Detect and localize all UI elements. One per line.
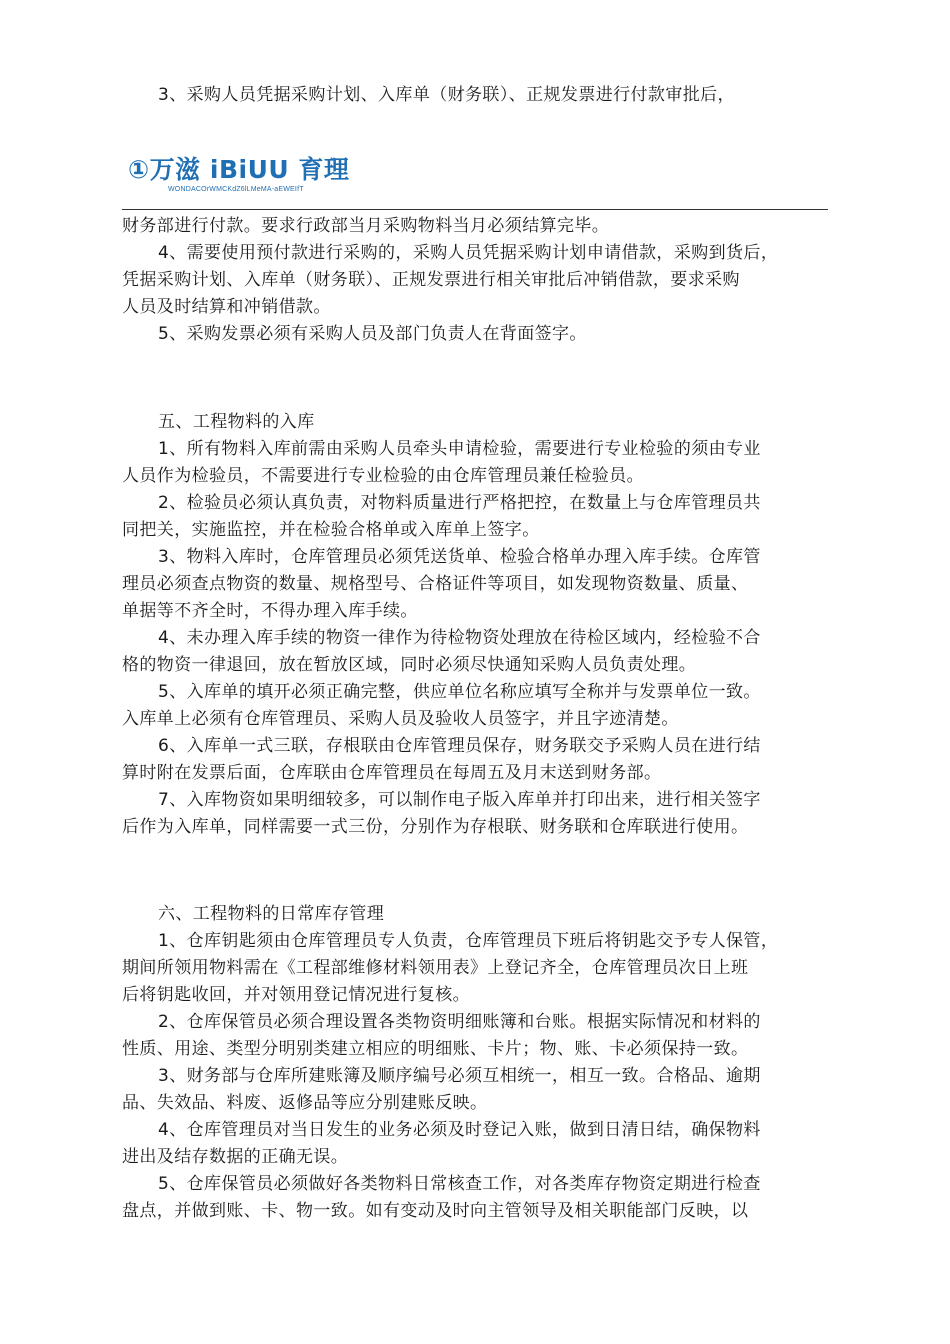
paragraph-line: 3、财务部与仓库所建账簿及顺序编号必须互相统一，相互一致。合格品、逾期 [158, 1066, 761, 1086]
paragraph-line: 算时附在发票后面，仓库联由仓库管理员在每周五及月末送到财务部。 [122, 763, 662, 783]
paragraph-line: 入库单上必须有仓库管理员、采购人员及验收人员签字，并且字迹清楚。 [122, 709, 679, 729]
section-heading: 六、工程物料的日常库存管理 [158, 904, 385, 924]
paragraph-line: 1、所有物料入库前需由采购人员牵头申请检验，需要进行专业检验的须由专业 [158, 439, 761, 459]
paragraph-line: 2、检验员必须认真负责，对物料质量进行严格把控，在数量上与仓库管理员共 [158, 493, 761, 513]
paragraph-line: 1、仓库钥匙须由仓库管理员专人负责，仓库管理员下班后将钥匙交予专人保管， [158, 931, 779, 951]
paragraph-line: 品、失效品、料废、返修品等应分别建账反映。 [122, 1093, 488, 1113]
company-logo [128, 155, 349, 194]
paragraph-line: 后将钥匙收回，并对领用登记情况进行复核。 [122, 985, 470, 1005]
paragraph-line: 期间所领用物料需在《工程部维修材料领用表》上登记齐全，仓库管理员次日上班 [122, 958, 749, 978]
paragraph-line: 单据等不齐全时，不得办理入库手续。 [122, 601, 418, 621]
paragraph-line: 5、入库单的填开必须正确完整，供应单位名称应填写全称并与发票单位一致。 [158, 682, 761, 702]
section-heading: 五、工程物料的入库 [158, 412, 315, 432]
paragraph-line: 理员必须查点物资的数量、规格型号、合格证件等项目，如发现物资数量、质量、 [122, 574, 749, 594]
paragraph-line: 人员及时结算和冲销借款。 [122, 297, 331, 317]
paragraph-line: 人员作为检验员，不需要进行专业检验的由仓库管理员兼任检验员。 [122, 466, 644, 486]
paragraph-line: 5、采购发票必须有采购人员及部门负责人在背面签字。 [158, 324, 587, 344]
paragraph-line: 盘点，并做到账、卡、物一致。如有变动及时向主管领导及相关职能部门反映，以 [122, 1201, 749, 1221]
logo-subtitle: WONDACOrWMCKdZ6lLMeMA-aEWEIfT [168, 186, 304, 193]
paragraph-line: 性质、用途、类型分明别类建立相应的明细账、卡片；物、账、卡必须保持一致。 [122, 1039, 749, 1059]
paragraph-line: 后作为入库单，同样需要一式三份，分别作为存根联、财务联和仓库联进行使用。 [122, 817, 749, 837]
paragraph-line: 进出及结存数据的正确无误。 [122, 1147, 349, 1167]
header-divider [122, 209, 828, 210]
paragraph-line: 凭据采购计划、入库单（财务联）、正规发票进行相关审批后冲销借款，要求采购 [122, 270, 740, 290]
paragraph-line: 4、需要使用预付款进行采购的，采购人员凭据采购计划申请借款，采购到货后， [158, 243, 779, 263]
paragraph-line: 4、仓库管理员对当日发生的业务必须及时登记入账，做到日清日结，确保物料 [158, 1120, 761, 1140]
paragraph-line: 6、入库单一式三联，存根联由仓库管理员保存，财务联交予采购人员在进行结 [158, 736, 761, 756]
paragraph-line: 3、物料入库时，仓库管理员必须凭送货单、检验合格单办理入库手续。仓库管 [158, 547, 761, 567]
paragraph-line: 5、仓库保管员必须做好各类物料日常核查工作，对各类库存物资定期进行检查 [158, 1174, 761, 1194]
paragraph-line: 同把关，实施监控，并在检验合格单或入库单上签字。 [122, 520, 540, 540]
paragraph-line: 4、未办理入库手续的物资一律作为待检物资处理放在待检区域内，经检验不合 [158, 628, 761, 648]
paragraph-line: 3、采购人员凭据采购计划、入库单（财务联）、正规发票进行付款审批后， [158, 85, 735, 105]
paragraph-line: 7、入库物资如果明细较多，可以制作电子版入库单并打印出来，进行相关签字 [158, 790, 761, 810]
paragraph-line: 格的物资一律退回，放在暂放区域，同时必须尽快通知采购人员负责处理。 [122, 655, 697, 675]
logo-title: ①万滋 iBiUU 育理 [128, 155, 350, 184]
paragraph-line: 2、仓库保管员必须合理设置各类物资明细账簿和台账。根据实际情况和材料的 [158, 1012, 761, 1032]
paragraph-line: 财务部进行付款。要求行政部当月采购物料当月必须结算完毕。 [122, 216, 610, 236]
